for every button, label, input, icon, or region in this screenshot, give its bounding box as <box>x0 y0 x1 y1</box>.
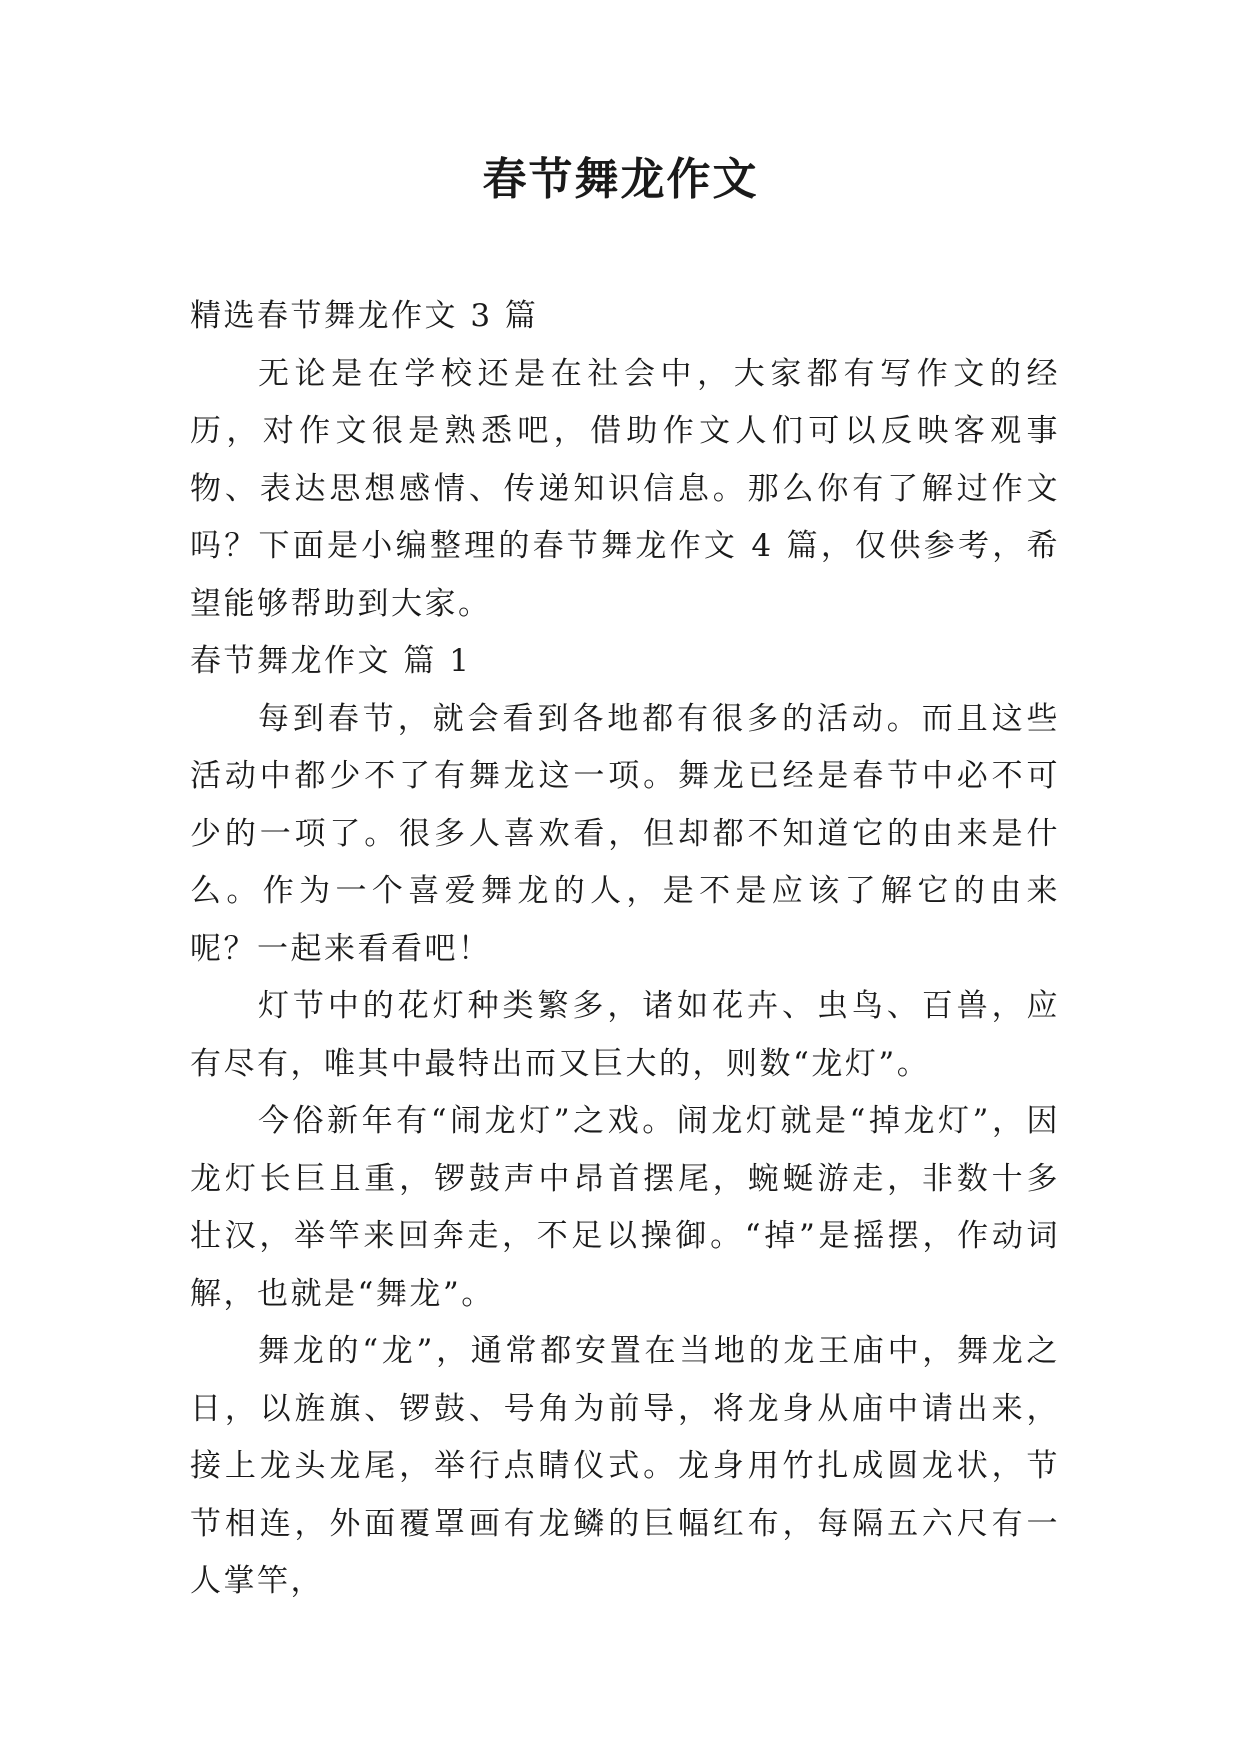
document-body <box>190 288 1060 1611</box>
body-paragraph: 舞龙的“龙”，通常都安置在当地的龙王庙中，舞龙之日，以旌旗、锣鼓、号角为前导，将龙身从庙中请出来，接上龙头龙尾，举行点睛仪式。龙身用竹扎成圆龙状，节节相连，外面覆罩画有龙鳞的巨幅红布，每隔五六尺有一人掌竿， <box>190 1333 1060 1599</box>
section-heading: 精选春节舞龙作文 3 篇 <box>190 298 539 334</box>
body-paragraph: 灯节中的花灯种类繁多，诸如花卉、虫鸟、百兽，应有尽有，唯其中最特出而又巨大的，则数“龙灯”。 <box>190 988 1060 1082</box>
body-paragraph: 无论是在学校还是在社会中，大家都有写作文的经历，对作文很是熟悉吧，借助作文人们可以反映客观事物、表达思想感情、传递知识信息。那么你有了解过作文吗？下面是小编整理的春节舞龙作文 4 篇，仅供参考，希望能够帮助到大家。 <box>190 355 1060 622</box>
body-paragraph: 每到春节，就会看到各地都有很多的活动。而且这些活动中都少不了有舞龙这一项。舞龙已经是春节中必不可少的一项了。很多人喜欢看，但却都不知道它的由来是什么。作为一个喜爱舞龙的人，是不是应该了解它的由来呢？一起来看看吧！ <box>190 700 1060 967</box>
body-paragraph: 今俗新年有“闹龙灯”之戏。闹龙灯就是“掉龙灯”，因龙灯长巨且重，锣鼓声中昂首摆尾，蜿蜒游走，非数十多壮汉，举竿来回奔走，不足以操御。“掉”是摇摆，作动词解，也就是“舞龙”。 <box>190 1103 1060 1312</box>
document-title: 春节舞龙作文 <box>482 154 759 205</box>
section-heading: 春节舞龙作文 篇 1 <box>190 643 472 679</box>
